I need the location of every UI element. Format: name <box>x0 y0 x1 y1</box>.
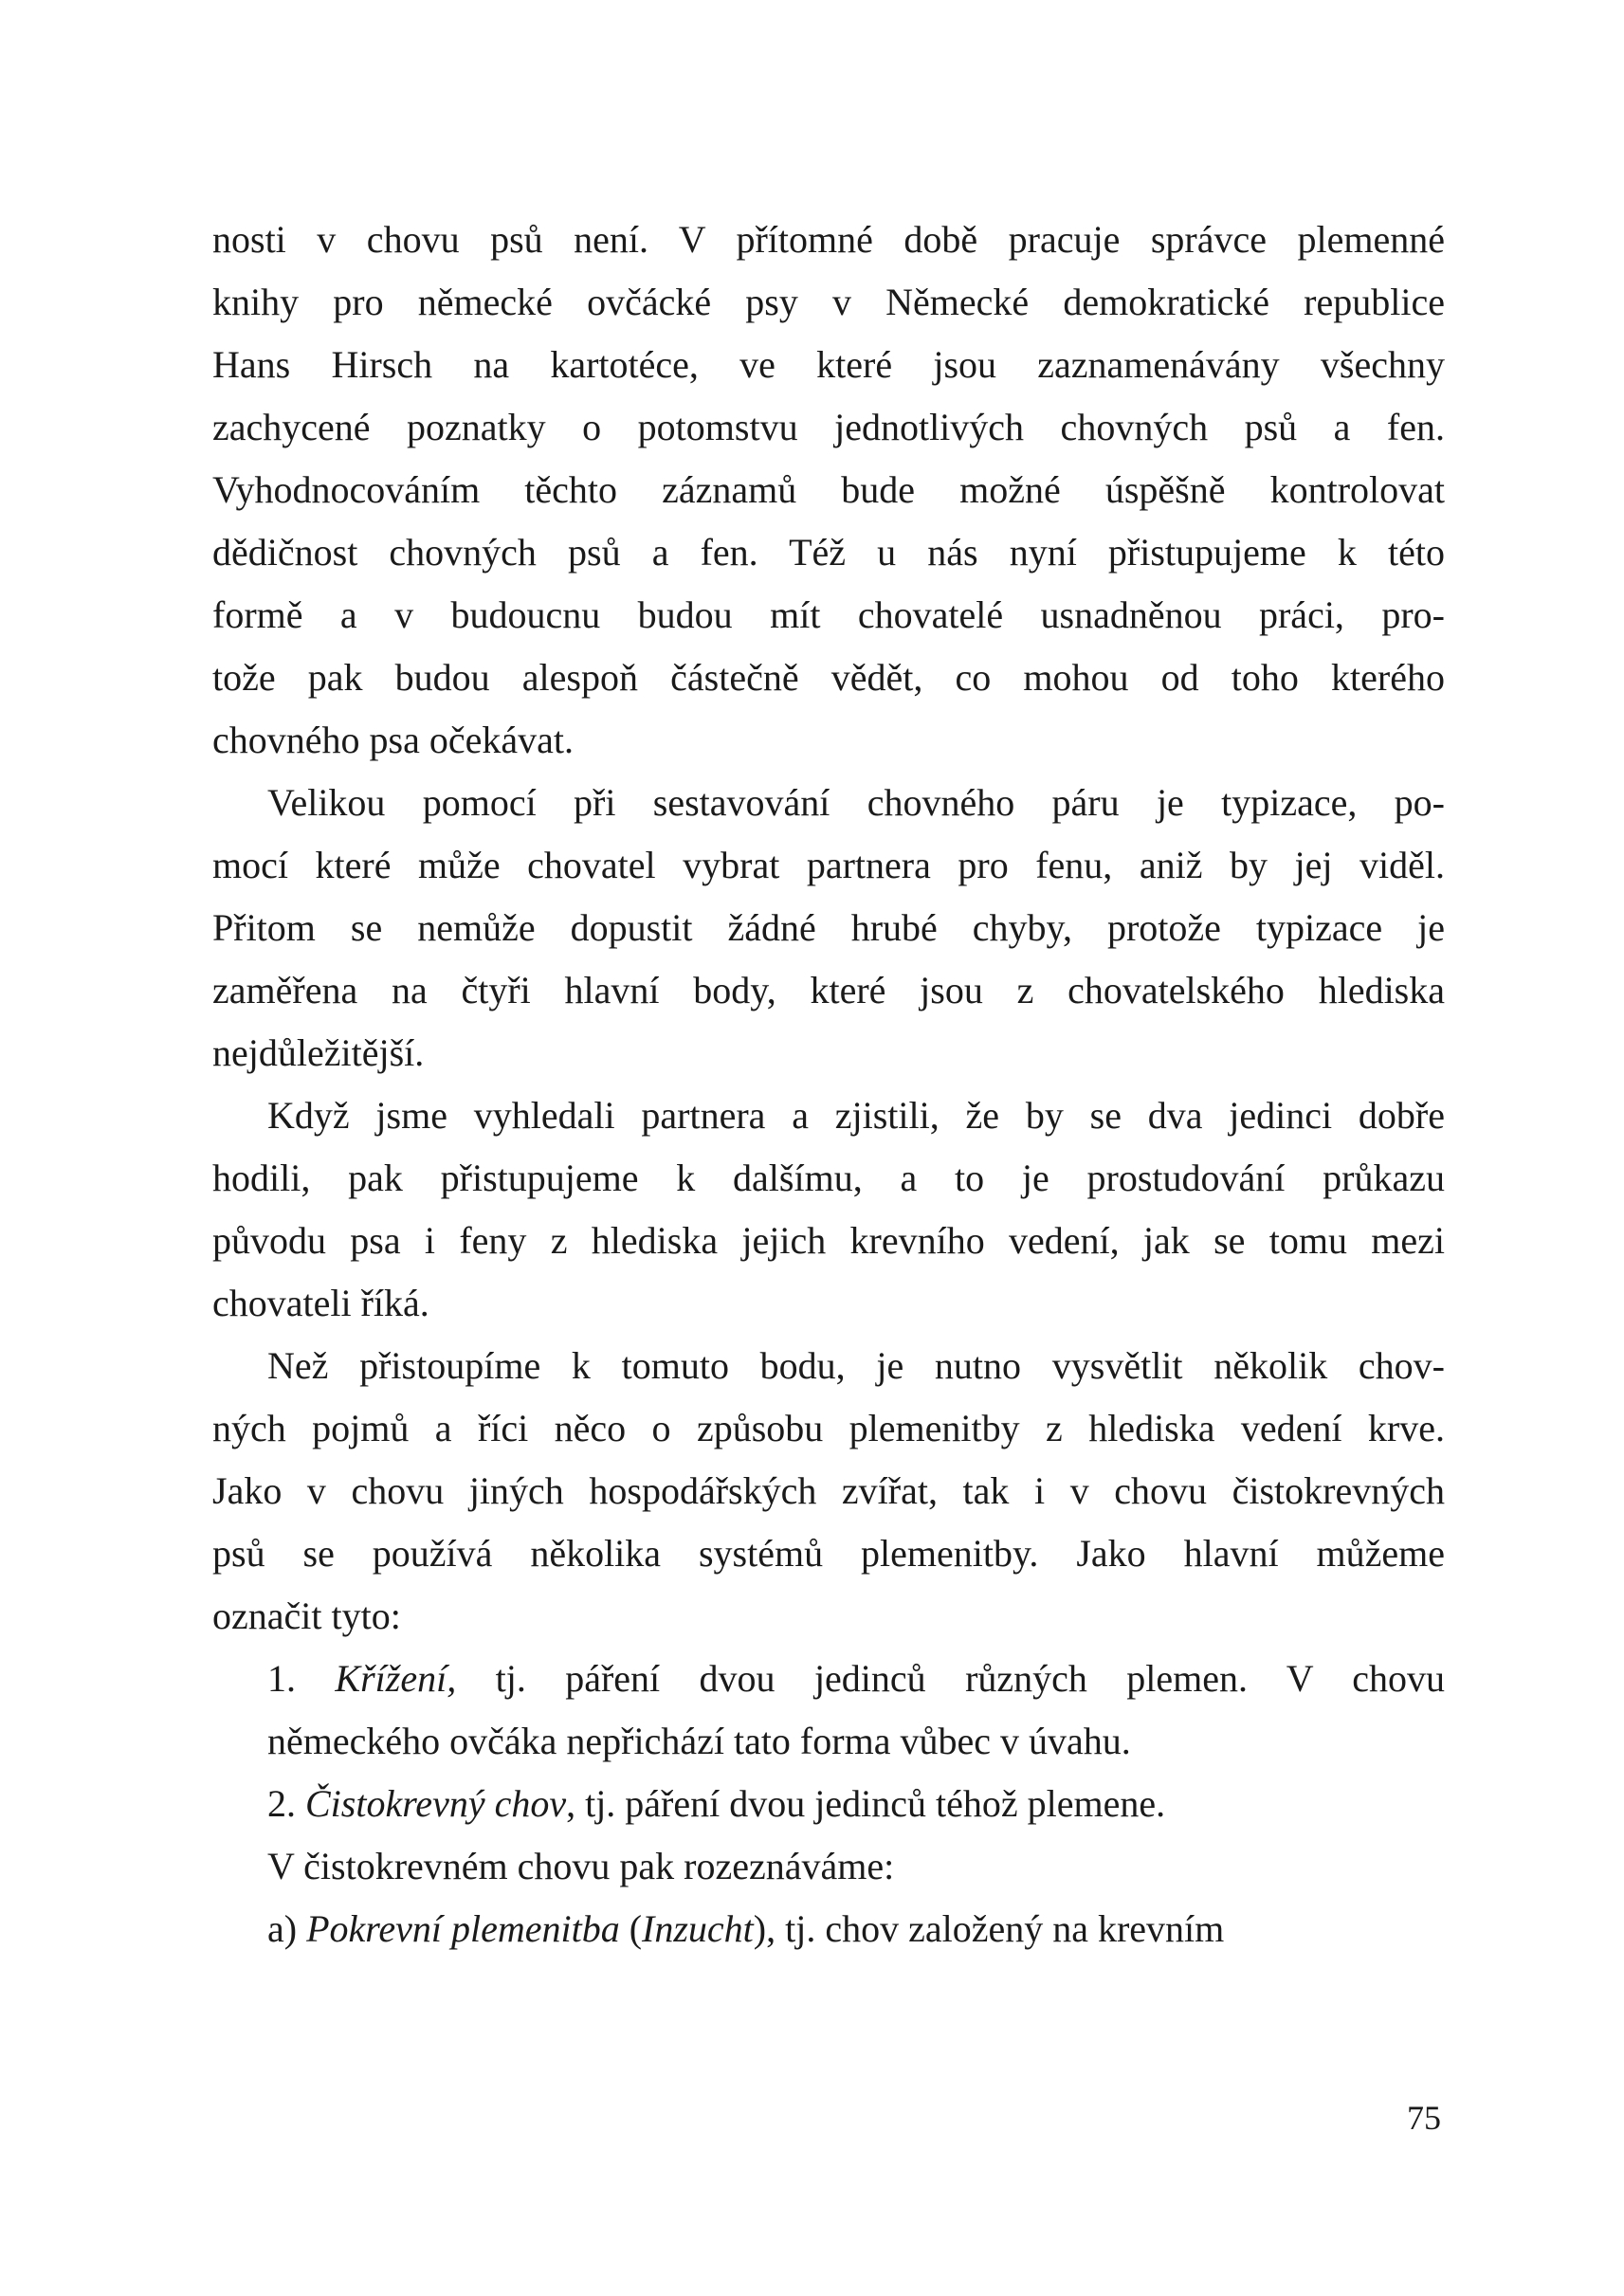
text-line: Vyhodnocováním těchto záznamů bude možné úspěšně kontrolovat <box>212 468 1445 511</box>
list-item-1 <box>212 1648 1445 1710</box>
term-italic: Čistokrevný chov <box>305 1782 567 1825</box>
text-line: psů se používá několika systémů plemenitby. Jako hlavní můžeme <box>212 1532 1445 1575</box>
list-marker: 1. <box>267 1657 336 1700</box>
text-line: nosti v chovu psů není. V přítomné době pracuje správce plemenné <box>212 218 1445 261</box>
sublist-intro: V čistokrevném chovu pak rozeznáváme: <box>267 1845 895 1887</box>
list-marker: a) <box>267 1907 307 1950</box>
paragraph-start-line: Velikou pomocí při sestavování chovného páru je typizace, po- <box>267 781 1445 824</box>
text-line: zaměřena na čtyři hlavní body, které jsou z chovatelského hlediska <box>212 969 1445 1011</box>
text-line: Hans Hirsch na kartotéce, ve které jsou zaznamenávány všechny <box>212 343 1445 386</box>
term-italic: Inzucht <box>642 1907 754 1950</box>
text-line: tože pak budou alespoň částečně vědět, co mohou od toho kterého <box>212 656 1445 699</box>
list-item-1-continuation: německého ovčáka nepřichází tato forma vůbec v úvahu. <box>267 1720 1131 1762</box>
list-text: ( <box>619 1907 643 1950</box>
text-line: zachycené poznatky o potomstvu jednotlivých chovných psů a fen. <box>212 406 1445 448</box>
paragraph-start-line: Než přistoupíme k tomuto bodu, je nutno vysvětlit několik chov- <box>267 1344 1445 1387</box>
body-text <box>212 209 1445 1960</box>
text-line: chovného psa očekávat. <box>212 719 574 761</box>
text-line: původu psa i feny z hlediska jejich krevního vedení, jak se tomu mezi <box>212 1219 1445 1262</box>
text-line: Přitom se nemůže dopustit žádné hrubé chyby, protože typizace je <box>212 906 1445 949</box>
text-line: hodili, pak přistupujeme k dalšímu, a to je prostudování průkazu <box>212 1157 1445 1199</box>
text-line: formě a v budoucnu budou mít chovatelé usnadněnou práci, pro- <box>212 593 1445 636</box>
paragraph-start-line: Když jsme vyhledali partnera a zjistili, že by se dva jedinci dobře <box>267 1094 1445 1137</box>
text-line: mocí které může chovatel vybrat partnera pro fenu, aniž by jej viděl. <box>212 844 1445 886</box>
list-marker: 2. <box>267 1782 305 1825</box>
list-text: , tj. páření dvou jedinců téhož plemene. <box>566 1782 1166 1825</box>
text-line: nejdůležitější. <box>212 1031 425 1074</box>
text-line: Jako v chovu jiných hospodářských zvířat, tak i v chovu čistokrevných <box>212 1469 1445 1512</box>
text-line: ných pojmů a říci něco o způsobu plemenitby z hlediska vedení krve. <box>212 1407 1445 1449</box>
term-italic: Křížení, <box>335 1657 457 1700</box>
text-line: knihy pro německé ovčácké psy v Německé demokratické republice <box>212 281 1445 323</box>
text-line: chovateli říká. <box>212 1282 429 1324</box>
text-line: označit tyto: <box>212 1594 401 1637</box>
term-italic: Pokrevní plemenitba <box>306 1907 620 1950</box>
sublist-item-a <box>212 1898 1445 1960</box>
list-item-2 <box>212 1773 1445 1835</box>
page-number: 75 <box>1407 2099 1441 2137</box>
text-line: dědičnost chovných psů a fen. Též u nás nyní přistupujeme k této <box>212 531 1445 574</box>
list-text: ), tj. chov založený na krevním <box>753 1907 1225 1950</box>
list-text: tj. páření dvou jedinců různých plemen. V chovu <box>456 1657 1446 1700</box>
